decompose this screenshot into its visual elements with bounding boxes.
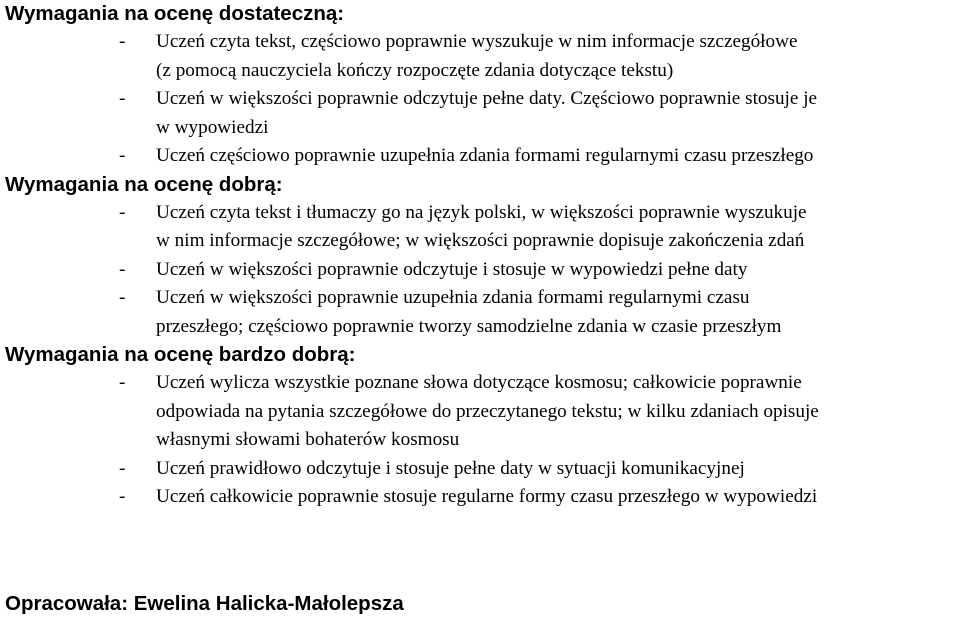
section-heading: Wymagania na ocenę dostateczną: <box>5 2 345 25</box>
bullet-dash: - <box>119 486 126 507</box>
author-credit: Opracowała: Ewelina Halicka-Małolepsza <box>5 592 404 615</box>
item-line: w wypowiedzi <box>156 116 269 138</box>
item-line: Uczeń w większości poprawnie odczytuje i stosuje w wypowiedzi pełne daty <box>156 258 748 280</box>
item-line: przeszłego; częściowo poprawnie tworzy samodzielne zdania w czasie przeszłym <box>156 315 782 337</box>
item-line: Uczeń wylicza wszystkie poznane słowa dotyczące kosmosu; całkowicie poprawnie <box>156 372 802 393</box>
list-item <box>0 284 960 341</box>
section-dobra <box>0 171 960 342</box>
bullet-dash: - <box>119 372 126 393</box>
bullet-dash: - <box>119 31 126 52</box>
list-item <box>0 455 960 484</box>
section-bardzo-dobra <box>0 341 960 512</box>
section-heading: Wymagania na ocenę dobrą: <box>5 172 283 196</box>
bullet-dash: - <box>119 88 126 109</box>
bullet-dash: - <box>119 287 126 308</box>
bullet-dash: - <box>119 457 126 479</box>
item-line: odpowiada na pytania szczegółowe do przeczytanego tekstu; w kilku zdaniach opisuje <box>156 400 819 422</box>
list-item <box>0 142 960 171</box>
section-heading: Wymagania na ocenę bardzo dobrą: <box>5 343 356 366</box>
item-line: Uczeń całkowicie poprawnie stosuje regularne formy czasu przeszłego w wypowiedzi <box>156 486 818 507</box>
item-line: Uczeń czyta tekst i tłumaczy go na język polski, w większości poprawnie wyszukuje <box>156 201 807 223</box>
item-line: Uczeń czyta tekst, częściowo poprawnie wyszukuje w nim informacje szczegółowe <box>156 31 798 52</box>
section-dostateczna <box>0 0 960 171</box>
list-item <box>0 483 960 512</box>
bullet-dash: - <box>119 258 126 280</box>
bullet-dash: - <box>119 201 126 223</box>
item-line: Uczeń w większości poprawnie odczytuje pełne daty. Częściowo poprawnie stosuje je <box>156 88 818 109</box>
item-line: Uczeń prawidłowo odczytuje i stosuje pełne daty w sytuacji komunikacyjnej <box>156 457 745 479</box>
list-item <box>0 85 960 142</box>
item-line: Uczeń w większości poprawnie uzupełnia zdania formami regularnymi czasu <box>156 287 750 308</box>
item-line: w nim informacje szczegółowe; w większości poprawnie dopisuje zakończenia zdań <box>156 230 805 251</box>
list-item <box>0 256 960 285</box>
item-line: (z pomocą nauczyciela kończy rozpoczęte zdania dotyczące tekstu) <box>156 59 674 81</box>
item-line: własnymi słowami bohaterów kosmosu <box>156 429 460 450</box>
list-item <box>0 199 960 256</box>
list-item <box>0 369 960 455</box>
item-line: Uczeń częściowo poprawnie uzupełnia zdania formami regularnymi czasu przeszłego <box>156 145 814 166</box>
list-item <box>0 28 960 85</box>
bullet-dash: - <box>119 145 126 166</box>
